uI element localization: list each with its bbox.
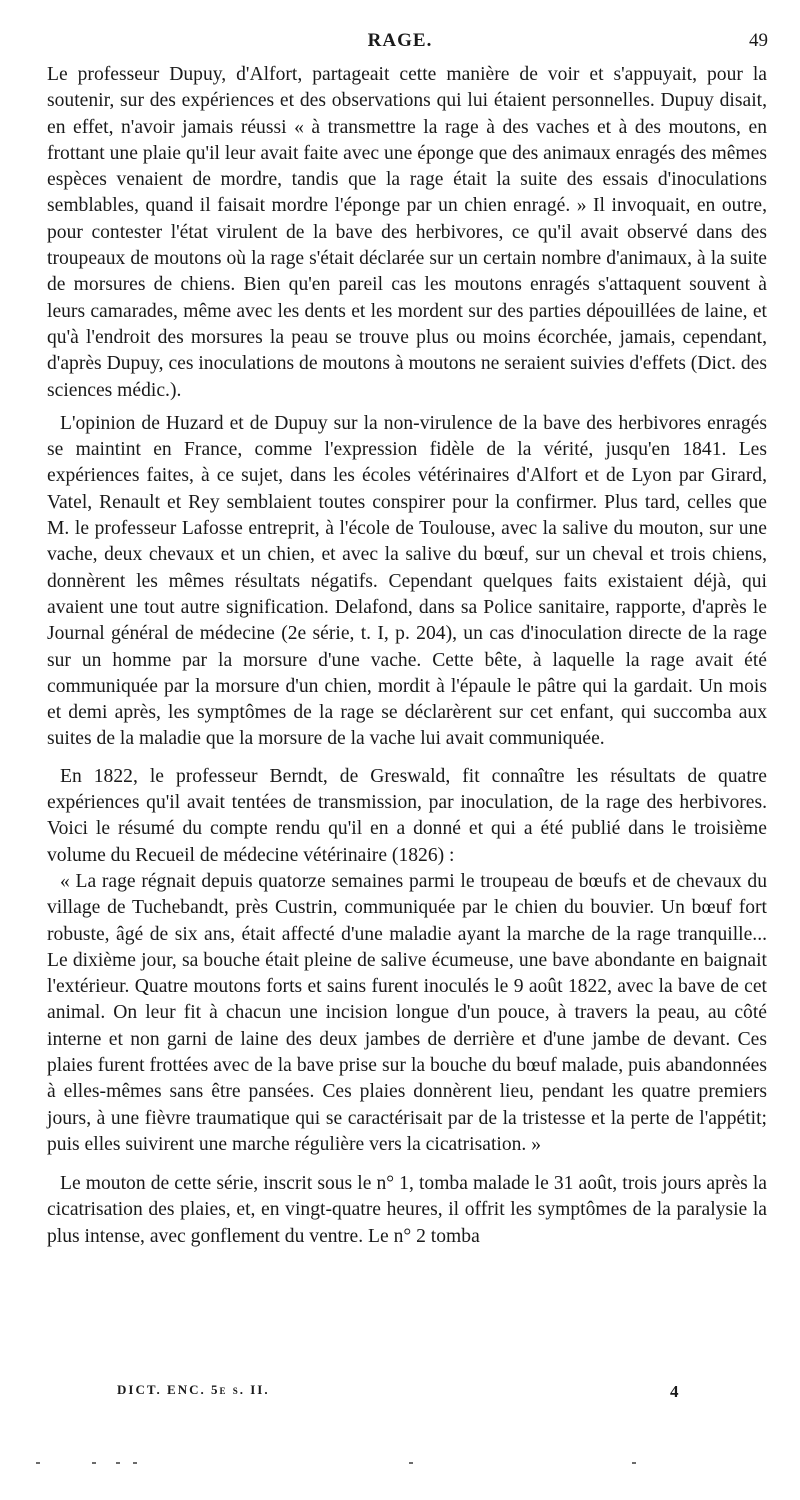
scan-speck: [632, 1462, 636, 1464]
paragraph-dupuy: Le professeur Dupuy, d'Alfort, partageait cette manière de voir et s'appuyait, pour la soutenir, sur des expériences et des observations qui lui étaient personnelles. Dupuy disait, en effet, n'avoir jamais réussi « à transmettre la rage à des vaches et à des moutons, en frottant une plaie qu'il leur avait faite avec une éponge que des animaux enragés des mêmes espèces venaient de mordre, tandis que la rage était la suite des essais d'inoculations semblables, quand il faisait mordre l'éponge par un chien enragé. » Il invoquait, en outre, pour contester l'état virulent de la bave des herbivores, ce qu'il avait observé dans des troupeaux de moutons où la rage s'était déclarée sur un certain nombre d'animaux, à la suite de morsures de chiens. Bien qu'en pareil cas les moutons enragés s'attaquent souvent à leurs camarades, même avec les dents et les mordent sur des parties dépouillées de laine, et qu'à l'endroit des morsures la peau se trouve plus ou moins écorchée, jamais, cependant, d'après Dupuy, ces inoculations de moutons à moutons ne seraient suivies d'effets (Dict. des sciences médic.).: [47, 64, 767, 401]
running-title: RAGE.: [367, 30, 433, 51]
running-head: [0, 30, 800, 56]
sheet-number: 4: [670, 1382, 679, 1401]
paragraph-quotation: « La rage régnait depuis quatorze semaines parmi le troupeau de bœufs et de chevaux du village de Tuchebandt, près Custrin, communiquée par le chien du bouvier. Un bœuf fort robuste, âgé de six ans, était affecté d'une maladie ayant la marche de la rage tranquille... Le dixième jour, sa bouche était pleine de salive écumeuse, une bave abondante en baignait l'extérieur. Quatre moutons forts et sains furent inoculés le 9 août 1822, avec la bave de cet animal. On leur fit à chacun une incision longue d'un pouce, à travers la peau, au côté interne et non garni de laine des deux jambes de derrière et d'une jambe de devant. Ces plaies furent frottées avec de la bave prise sur la bouche du bœuf malade, puis abandonnées à elles-mêmes sans être pansées. Ces plaies donnèrent lieu, pendant les quatre premiers jours, à une fièvre traumatique qui se caractérisait par de la tristesse et la perte de l'appétit; puis elles suivirent une marche régulière vers la cicatrisation. »: [47, 870, 767, 1155]
scan-speck: [36, 1462, 40, 1464]
paragraph-mouton: Le mouton de cette série, inscrit sous le n° 1, tomba malade le 31 août, trois jours après la cicatrisation des plaies, et, en vingt-quatre heures, il offrit les symptômes de la paralysie la plus intense, avec gonflement du ventre. Le n° 2 tomba: [47, 1173, 767, 1247]
page-footer: [0, 1382, 800, 1408]
scan-speck: [133, 1462, 137, 1464]
scan-specks: [0, 1462, 800, 1472]
paragraph-huzard: L'opinion de Huzard et de Dupuy sur la non-virulence de la bave des herbivores enragés se maintint en France, comme l'expression fidèle de la vérité, jusqu'en 1841. Les expériences faites, à ce sujet, dans les écoles vétérinaires d'Alfort et de Lyon par Girard, Vatel, Renault et Rey semblaient toutes conspirer pour la confirmer. Plus tard, celles que M. le professeur Lafosse entreprit, à l'école de Toulouse, avec la salive du mouton, sur une vache, deux chevaux et un chien, et avec la salive du bœuf, sur un cheval et trois chiens, donnèrent les mêmes résultats négatifs. Cependant quelques faits existaient déjà, qui avaient une tout autre signification. Delafond, dans sa Police sanitaire, rapporte, d'après le Journal général de médecine (2e série, t. I, p. 204), un cas d'inoculation directe de la rage sur un homme par la morsure d'une vache. Cette bête, à laquelle la rage avait été communiquée par la morsure d'un chien, mordit à l'épaule le pâtre qui la gardait. Un mois et demi après, les symptômes de la rage se déclarèrent sur cet enfant, qui succomba aux suites de la maladie que la morsure de la vache lui avait communiquée.: [47, 412, 767, 750]
scan-speck: [116, 1462, 120, 1464]
signature-mark: DICT. ENC. 5e s. II.: [117, 1382, 270, 1397]
paragraph-berndt: En 1822, le professeur Berndt, de Greswald, fit connaître les résultats de quatre expériences qu'il avait tentées de transmission, par inoculation, de la rage des herbivores. Voici le résumé du compte rendu qu'il en a donné et qui a été publié dans le troisième volume du Recueil de médecine vétérinaire (1826) :: [47, 765, 767, 866]
page-number: 49: [749, 30, 768, 51]
body-text: [47, 62, 767, 1250]
scan-speck: [92, 1462, 96, 1464]
scan-speck: [409, 1462, 413, 1464]
